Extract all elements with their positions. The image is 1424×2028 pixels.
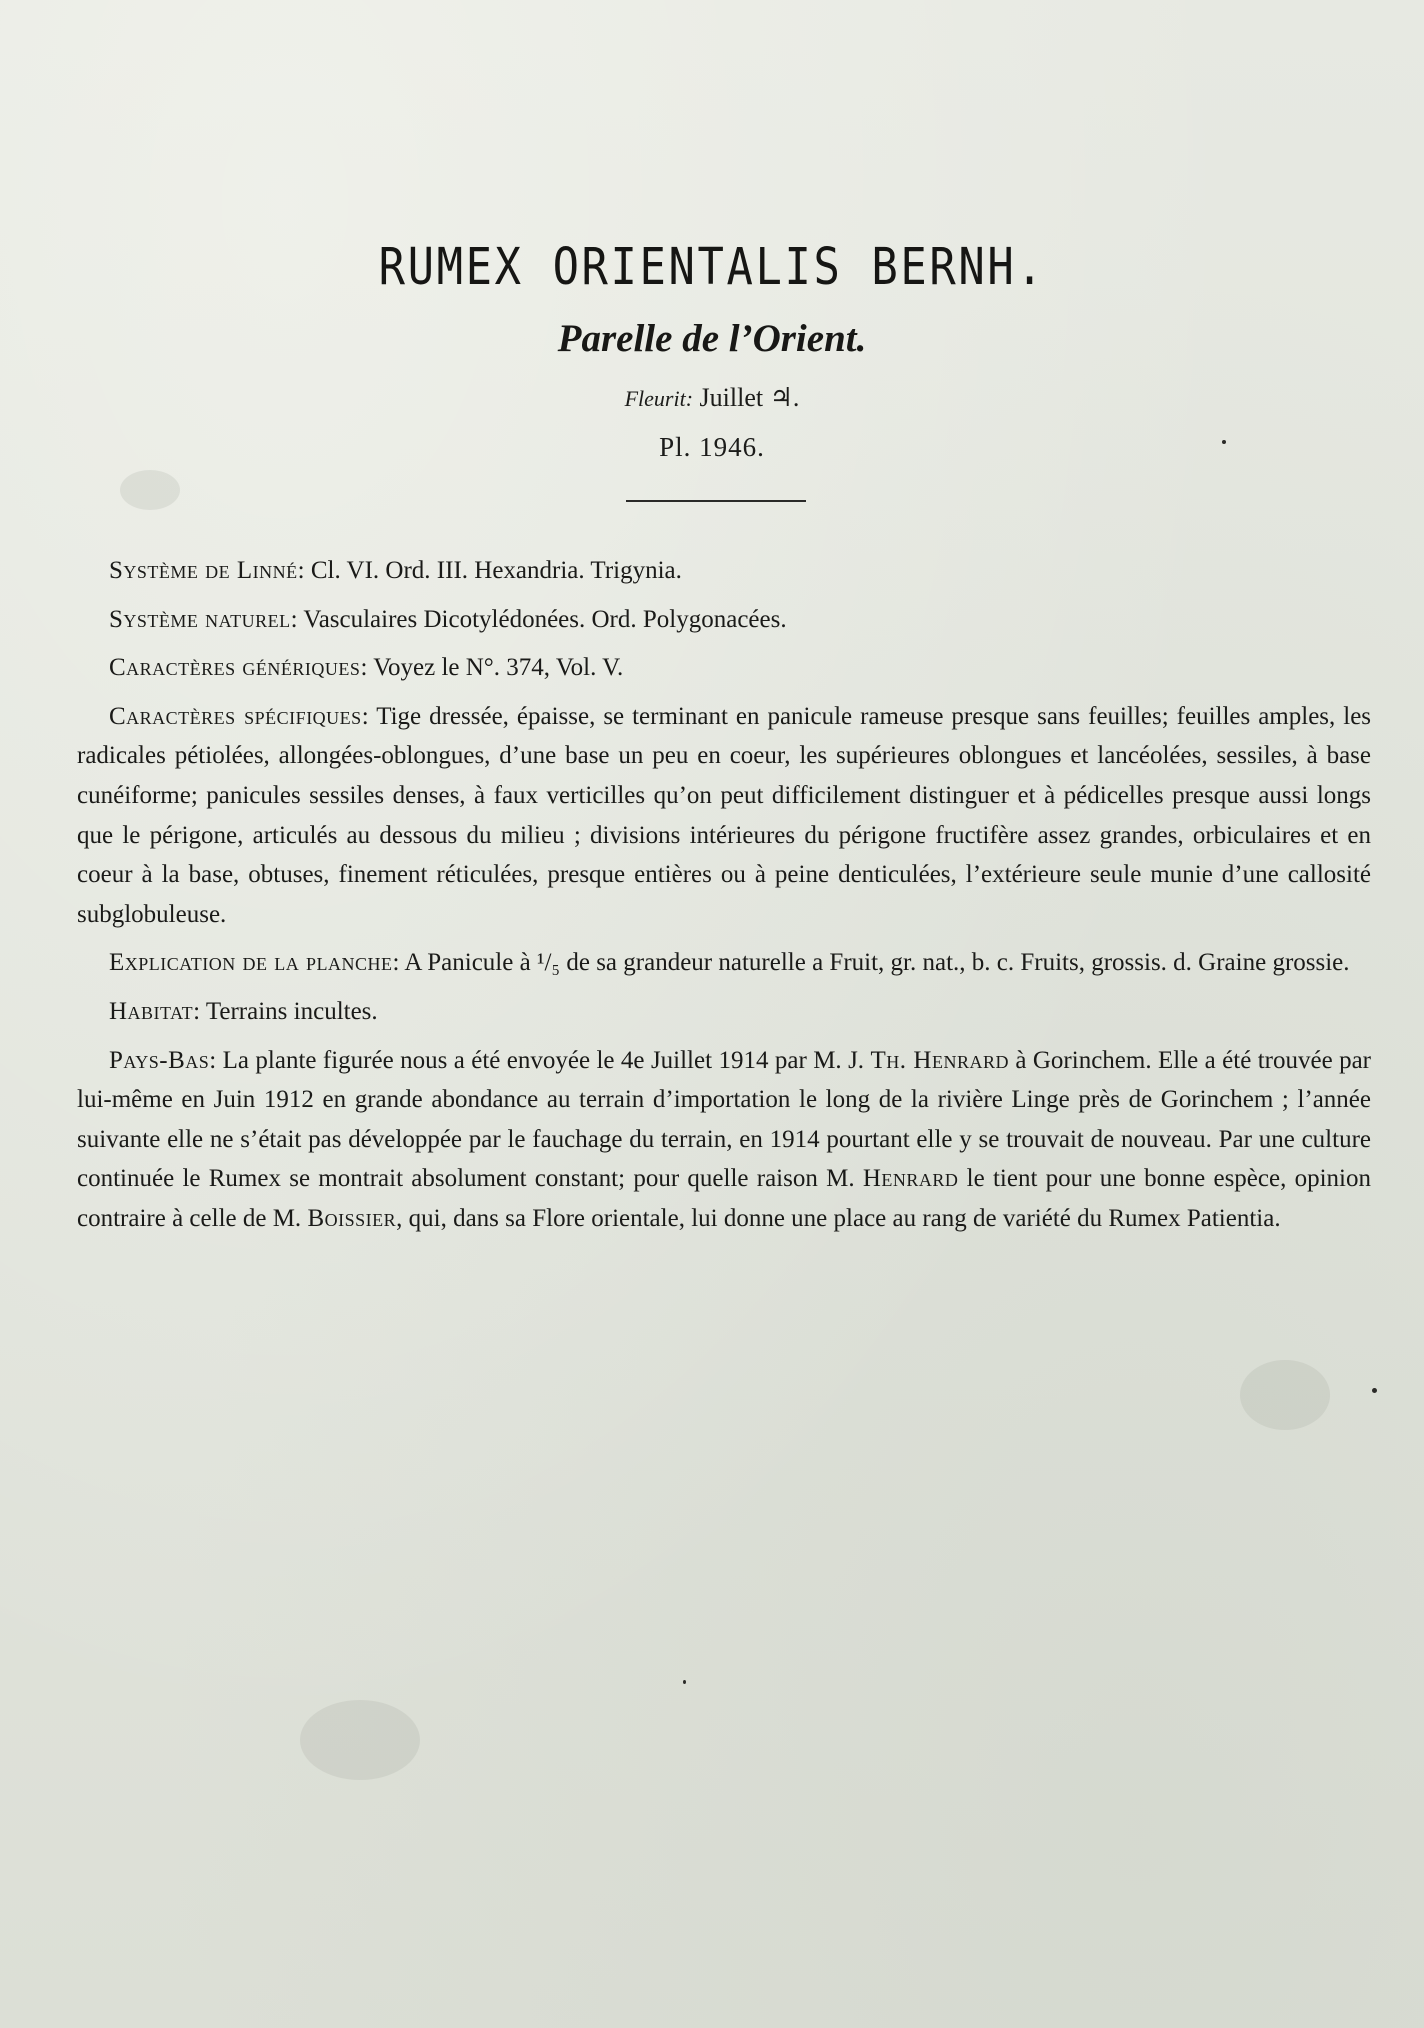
page-title: RUMEX ORIENTALIS BERNH.: [378, 238, 1046, 297]
paper-stain: [300, 1700, 420, 1780]
section-pays-bas: [77, 1041, 1371, 1239]
section-text: le tient pour une bonne espèce, opinion contraire à celle de M.: [77, 1165, 1371, 1232]
person-name: Henrard: [862, 1165, 959, 1193]
flowering-value: Juillet ♃.: [699, 383, 800, 412]
label-colon: :: [209, 1046, 223, 1074]
section-label: Caractères génériques: [109, 654, 361, 682]
divider-rule: [626, 500, 806, 502]
page-subtitle: Parelle de l’Orient.: [557, 317, 867, 360]
section-specific-characters: [77, 697, 1371, 935]
section-label: Système de Linné: [109, 557, 298, 584]
section-label: Pays-Bas: [109, 1046, 210, 1074]
label-colon: :: [361, 702, 377, 730]
flowering-label: Fleurit:: [624, 386, 694, 411]
person-name: Boissier: [307, 1204, 397, 1232]
ink-speck: [1372, 1388, 1377, 1393]
section-generic-characters: [77, 648, 1371, 688]
section-text: Vasculaires Dicotylédonées. Ord. Polygonacées.: [303, 605, 787, 633]
section-linne: [77, 551, 1371, 591]
section-habitat: [77, 992, 1371, 1032]
ink-speck: [1222, 440, 1226, 444]
plate-number: Pl. 1946.: [659, 432, 765, 462]
description-body: [77, 551, 1371, 1248]
section-text: à Gorinchem. Elle a été trouvée par lui-même en Juin 1912 en grande abondance au terrain d’importation le long de la rivière Linge près de Gorinchem ; l’année suivante elle ne s’était pas développée par le fauchage du terrain, en 1914 pourtant elle y se trouvait de nouveau. Par une culture continuée le Rumex se montrait absolument constant; pour quelle raison M.: [77, 1046, 1372, 1193]
section-text: La plante figurée nous a été envoyée le 4e Juillet 1914 par M. J.: [222, 1046, 871, 1074]
section-text: Voyez le N°. 374, Vol. V.: [373, 654, 624, 682]
section-text: A Panicule à ¹/₅ de sa grandeur naturelle a Fruit, gr. nat., b. c. Fruits, grossis. d. Graine grossie.: [404, 949, 1350, 977]
label-colon: :: [193, 997, 206, 1025]
label-colon: :: [297, 557, 311, 584]
person-name: Th. Henrard: [870, 1046, 1009, 1074]
label-colon: :: [360, 654, 374, 682]
section-label: Habitat: [109, 997, 194, 1025]
section-label: Système naturel: [109, 605, 291, 633]
section-natural-system: [77, 600, 1371, 640]
ink-speck: [683, 1680, 686, 1684]
section-text: Cl. VI. Ord. III. Hexandria. Trigynia.: [310, 557, 682, 584]
section-label: Caractères spécifiques: [109, 702, 362, 730]
label-colon: :: [290, 605, 304, 633]
paper-stain: [120, 470, 180, 510]
section-label: Explication de la planche: [109, 949, 393, 977]
section-text: Terrains incultes.: [205, 997, 378, 1025]
label-colon: :: [392, 949, 405, 977]
paper-stain: [1240, 1360, 1330, 1430]
flowering-info: [0, 383, 1424, 413]
section-plate-explanation: [77, 943, 1371, 983]
section-text: Tige dressée, épaisse, se terminant en panicule rameuse presque sans feuilles; feuilles amples, les radicales pétiolées, allongées-oblongues, d’une base un peu en coeur, les supérieures oblongues et lancéolées, sessiles, à base cunéiforme; panicules sessiles denses, à faux verticilles qu’on peut difficilement distinguer et à pédicelles presque aussi longs que le périgone, articulés au dessous du milieu ; divisions intérieures du périgone fructifère assez grandes, orbiculaires et en coeur à la base, obtuses, finement réticulées, presque entières ou à peine denticulées, l’extérieure seule munie d’une callosité subglobuleuse.: [77, 702, 1372, 928]
section-text: , qui, dans sa Flore orientale, lui donne une place au rang de variété du Rumex Patientia.: [396, 1204, 1281, 1232]
